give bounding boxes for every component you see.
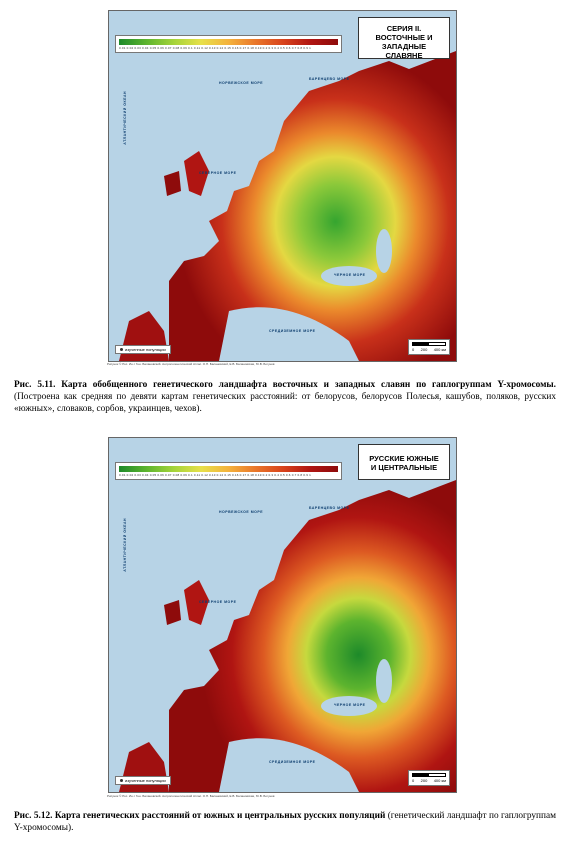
map-terrain	[109, 438, 456, 792]
populations-legend	[115, 776, 171, 785]
km-scale-bar	[408, 770, 450, 786]
map-title-box	[358, 17, 450, 59]
color-gradient	[119, 39, 338, 45]
scale-tick-labels: 0.01 0.02 0.03 0.04 0.05 0.06 0.07 0.08 0.09 0.1 0.11 0.12 0.13 0.14 0.15 0.16 0.17 0.18 0.19 0.2 0.3 0.4 0.5 0.6 0.7 0.8 0.9 1	[119, 473, 311, 477]
map-title-line2: ВОСТОЧНЫЕ И ЗАПАДНЫЕ	[375, 33, 433, 51]
label-black-sea: ЧЕРНОЕ МОРЕ	[334, 703, 366, 707]
legend-label: изученные популяции	[125, 347, 166, 352]
km-label-0: 0	[412, 778, 415, 783]
color-gradient	[119, 466, 338, 472]
km-scale-bar	[408, 339, 450, 355]
label-north-sea: СЕВЕРНОЕ МОРЕ	[199, 171, 237, 175]
label-north-sea: СЕВЕРНОЕ МОРЕ	[199, 600, 237, 604]
km-label-1: 200	[420, 778, 428, 783]
map-title-line3: СЛАВЯНЕ	[385, 51, 423, 60]
populations-legend	[115, 345, 171, 354]
population-dot-icon	[120, 779, 123, 782]
km-bar-graphic	[412, 773, 446, 777]
map-title-line1: СЕРИЯ II.	[386, 24, 422, 33]
label-black-sea: ЧЕРНОЕ МОРЕ	[334, 273, 366, 277]
distance-color-scale	[115, 462, 342, 480]
map-credit-2: Рисунок © Рос. Ин-т Ген. Балановский. Антропогенетический Атлас. О.П. Балановский, Е.В. Балановская, Ю.В. Богунов	[107, 794, 275, 798]
label-mediterranean-sea: СРЕДИЗЕМНОЕ МОРЕ	[269, 329, 316, 333]
distance-color-scale	[115, 35, 342, 53]
map-credit-1: Рисунок © Рос. Ин-т Ген. Балановский. Антропогенетический Атлас. О.П. Балановский, Е.В. Балановская, Ю.В. Богунов	[107, 362, 275, 366]
label-norwegian-sea: НОРВЕЖСКОЕ МОРЕ	[219, 81, 264, 85]
map-title-line2: И ЦЕНТРАЛЬНЫЕ	[370, 463, 438, 472]
map-title-box	[358, 444, 450, 480]
km-label-2: 400 км	[433, 347, 446, 352]
km-label-1: 200	[420, 347, 428, 352]
population-dot-icon	[120, 348, 123, 351]
label-atlantic-ocean: АТЛАНТИЧЕСКИЙ ОКЕАН	[123, 518, 127, 572]
label-mediterranean-sea: СРЕДИЗЕМНОЕ МОРЕ	[269, 760, 316, 764]
km-label-0: 0	[412, 347, 415, 352]
caption-text: (генетический ландшафт по гаплогруппам Y-хромосомы).	[14, 811, 556, 833]
label-norwegian-sea: НОРВЕЖСКОЕ МОРЕ	[219, 510, 264, 514]
label-barents-sea: БАРЕНЦЕВО МОРЕ	[309, 506, 350, 510]
scale-tick-labels: 0.01 0.02 0.03 0.04 0.05 0.06 0.07 0.08 0.09 0.1 0.11 0.12 0.13 0.14 0.15 0.16 0.17 0.18 0.19 0.2 0.3 0.4 0.5 0.6 0.7 0.8 0.9 1	[119, 46, 311, 50]
caption-title: Рис. 5.11. Карта обобщенного генетического ландшафта восточных и западных славян по гаплогруппам Y-хромосомы.	[14, 380, 556, 390]
genetic-map-slavs	[108, 10, 457, 362]
label-barents-sea: БАРЕНЦЕВО МОРЕ	[309, 77, 350, 81]
km-bar-graphic	[412, 342, 446, 346]
map-terrain	[109, 11, 456, 361]
label-atlantic-ocean: АТЛАНТИЧЕСКИЙ ОКЕАН	[123, 91, 127, 145]
figure-caption-5-11	[14, 379, 556, 415]
genetic-map-russians	[108, 437, 457, 793]
map-title-line1: РУССКИЕ ЮЖНЫЕ	[369, 454, 439, 463]
caption-text: (Построена как средняя по девяти картам генетических расстояний: от белорусов, белорусов Полесья, кашубов, поляков, русских «южных», словаков, сорбов, украинцев, чехов).	[14, 392, 556, 414]
figure-caption-5-12	[14, 810, 556, 834]
km-label-2: 400 км	[433, 778, 446, 783]
caption-title: Рис. 5.12. Карта генетических расстояний от южных и центральных русских популяций	[14, 811, 386, 821]
legend-label: изученные популяции	[125, 778, 166, 783]
